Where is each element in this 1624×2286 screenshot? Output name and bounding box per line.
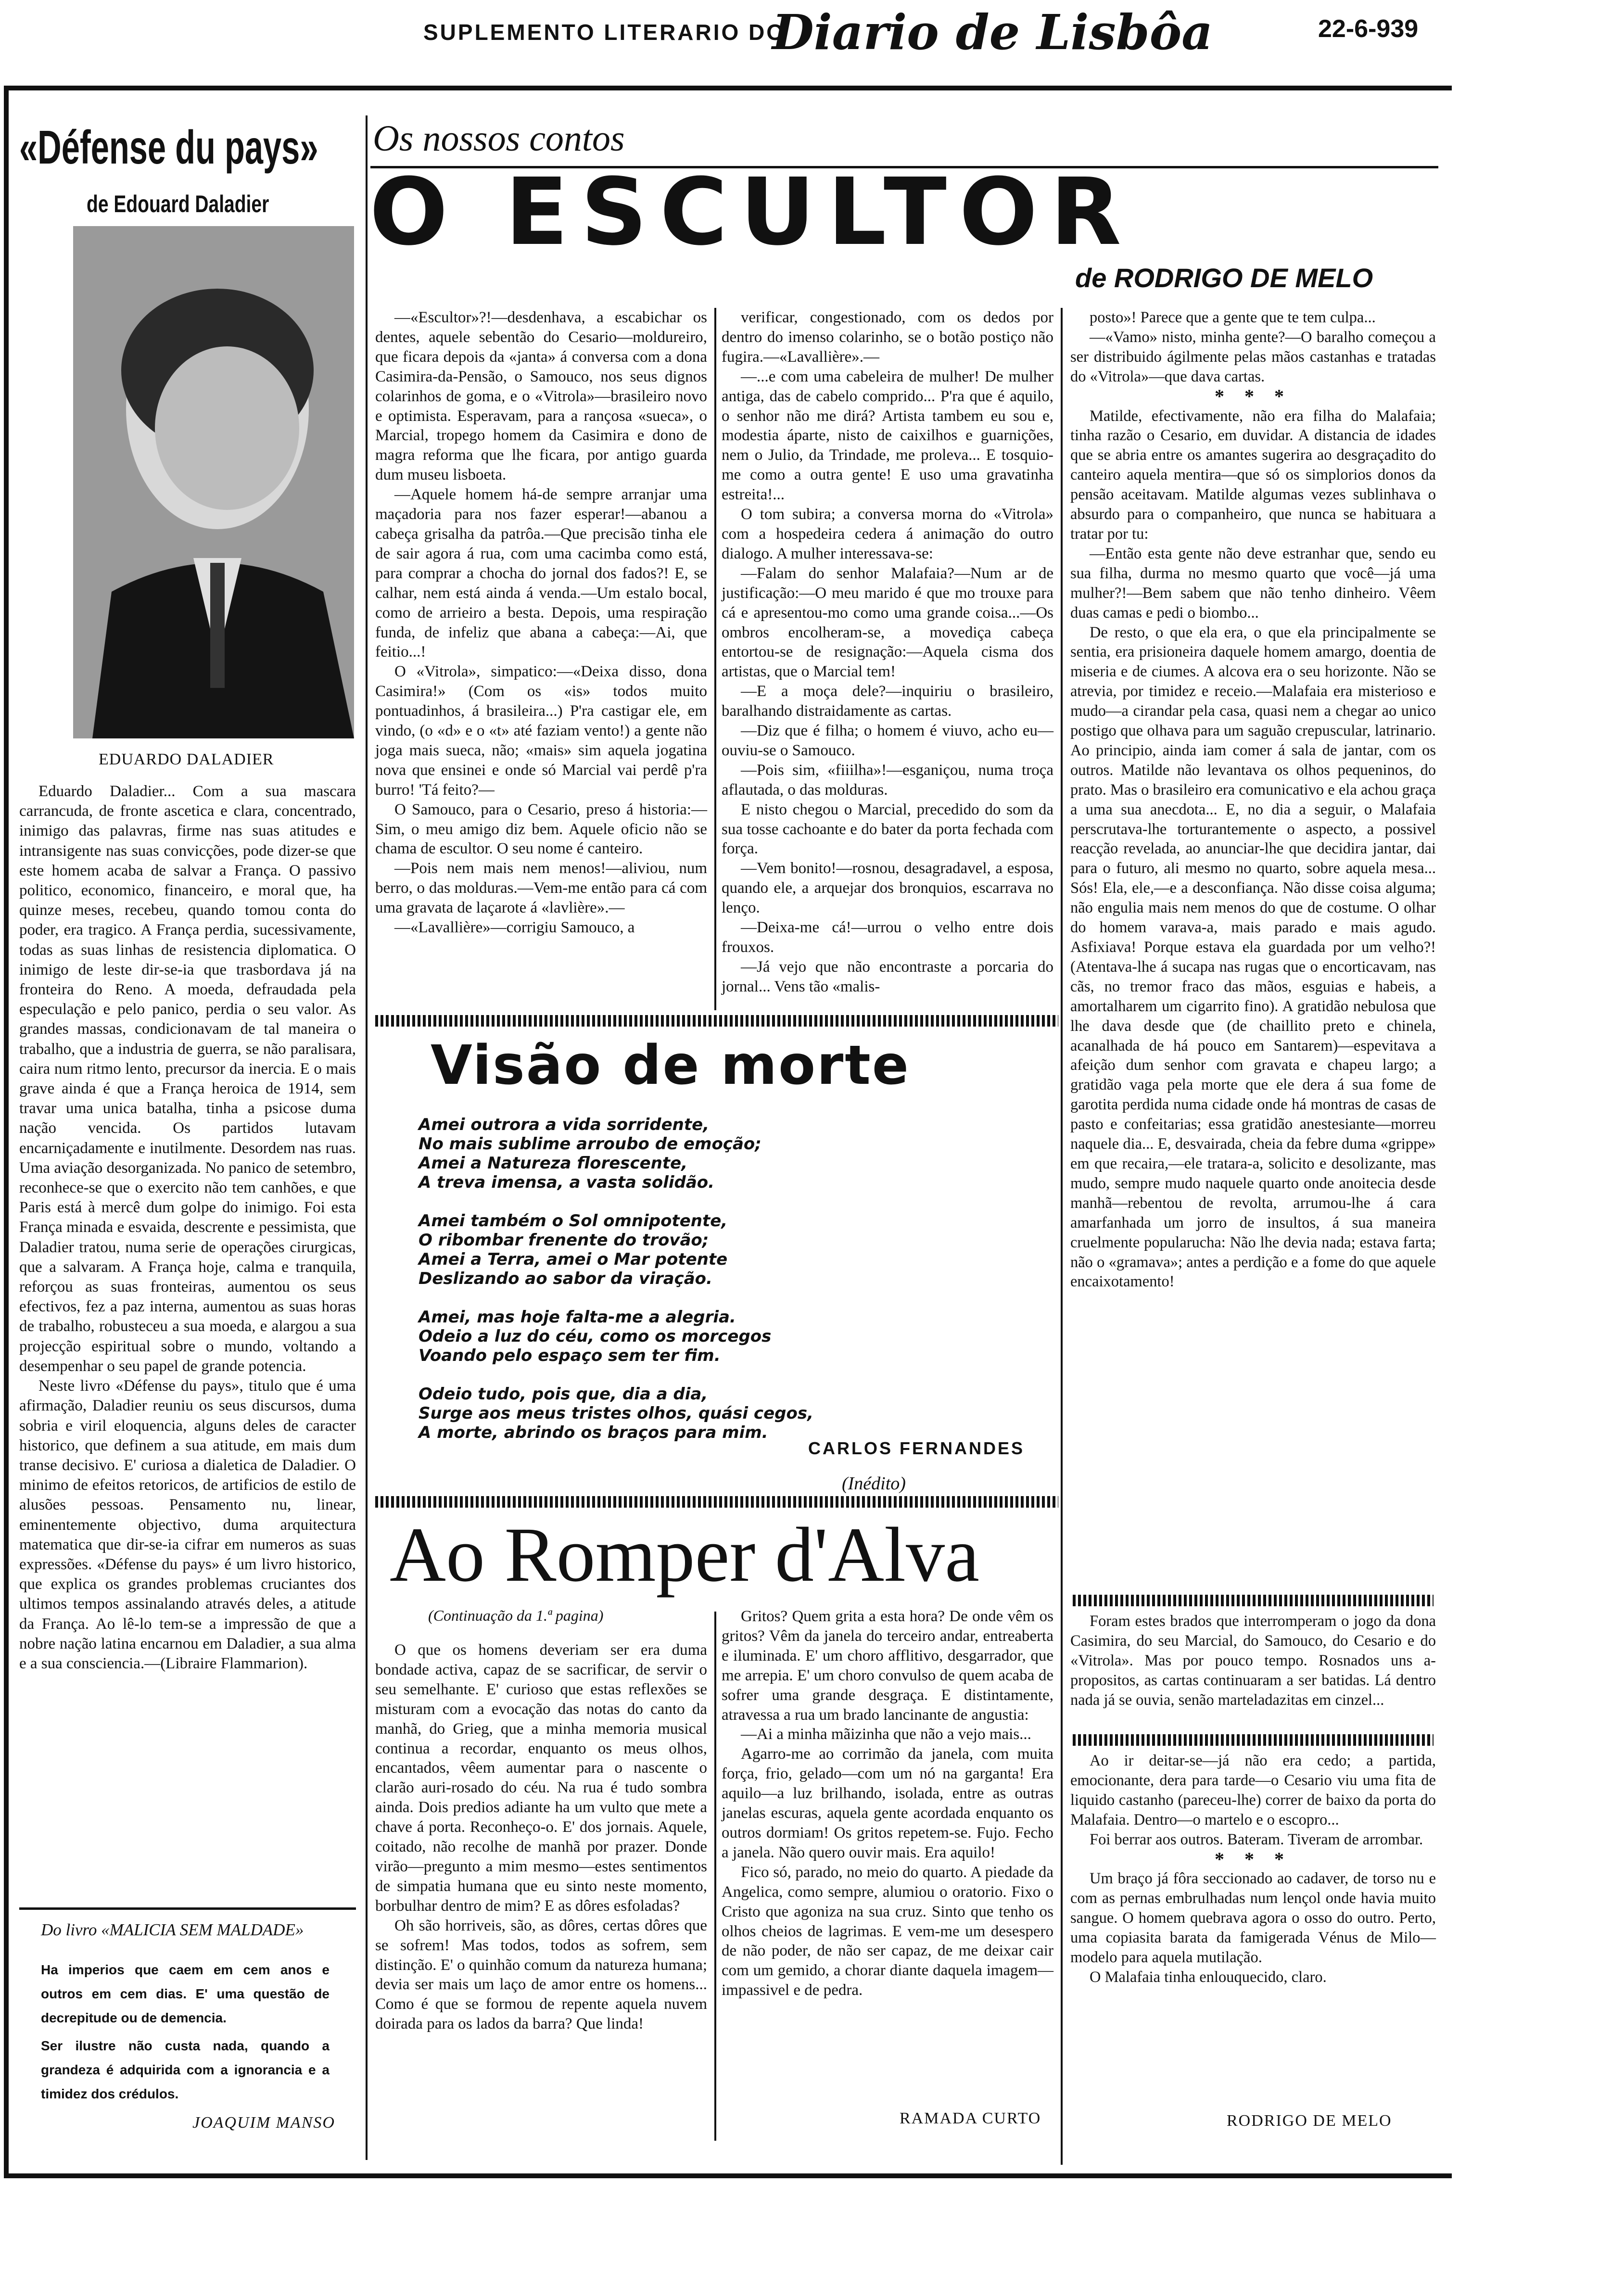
story-byline: de RODRIGO DE MELO	[1075, 263, 1373, 293]
story-paragraph: Um braço já fôra seccionado ao cadaver, de torso nu e com as pernas embrulhadas num lençol onde havia muito sangue. O homem quebrava agora o osso do outro. Perto, uma copiasita barata da famigerada Vénus de Milo—modelo para aquela mutilação.	[1070, 1870, 1436, 1967]
article-author: RAMADA CURTO	[900, 2109, 1041, 2127]
issue-date: 22-6-939	[1318, 15, 1419, 43]
column-divider	[366, 115, 368, 2160]
poem-line: Odeio tudo, pois que, dia a dia,	[419, 1384, 708, 1404]
section-break-stars: * * *	[1215, 385, 1292, 407]
poem-line: Deslizando ao sabor da viração.	[419, 1269, 712, 1288]
story-paragraph: Matilde, efectivamente, não era filha do Malafaia; tinha razão o Cesario, em duvidar. A distancia de idades que se abria entre os amantes sugerira ao desgraçadito do canteiro aquela mentira—que só os simplorios donos da pensão aceitavam. Matilde algumas vezes sublinhava o absurdo para o companheiro, que nunca se habituara a tratar por tu:	[1070, 407, 1436, 543]
story-paragraph: —«Escultor»?!—desdenhava, a escabichar os dentes, aquele sebentão do Cesario—moldureiro, que ficara depois da «janta» á conversa com a dona Casimira-da-Pensão, o Samouco, nos seus dignos colarinhos de goma, e o «Vitrola»—brasileiro novo e optimista. Esperavam, para a rançosa «sueca», o Marcial, tropego homem da Casimira e dono de magra reforma que lhe ficara, por antigo guarda dum museu lisboeta.	[375, 309, 707, 484]
story-paragraph: —Então esta gente não deve estranhar que, sendo eu sua filha, durma no mesmo quarto que você—já uma mulher?!—Bem sabem que não tenho dinheiro. Vêem duas camas e pedi o biombo...	[1070, 545, 1436, 622]
article-paragraph: Fico só, parado, no meio do quarto. A piedade da Angelica, como sempre, alumiou o oratorio. Fixo o Cristo que agoniza na sua cruz. Sinto que tenho os olhos cheios de lagrimas. E vem-me um desespero de não poder, de não ser capaz, de me deixar cair com um gemido, a chorar diante daquela imagem—impassivel e de pedra.	[722, 1863, 1053, 1999]
poem-line: Amei, mas hoje falta-me a alegria.	[419, 1308, 736, 1327]
story-paragraph: —«Vamo» nisto, minha gente?—O baralho começou a ser distribuido ágilmente pelas mãos castanhas e tratadas do «Vitrola»—que dava cartas.	[1070, 328, 1436, 385]
column-divider	[714, 1612, 716, 2141]
story-paragraph: posto»! Parece que a gente que te tem culpa...	[1090, 309, 1376, 326]
poem-line: Amei também o Sol omnipotente,	[419, 1211, 728, 1231]
poem-title: Visão de morte	[431, 1034, 910, 1097]
poem-line: No mais sublime arroubo de emoção;	[419, 1134, 761, 1154]
article-paragraph: —Ai a minha mãizinha que não a vejo mais...	[741, 1726, 1031, 1743]
defense-title: «Défense du pays»	[19, 121, 318, 174]
story-paragraph: O Malafaia tinha enlouquecido, claro.	[1090, 1968, 1327, 1986]
divider	[375, 1015, 1058, 1027]
malicia-quote-1: Ha imperios que caem em cem anos e outros em cem dias. E' uma questão de decrepitude ou de demencia.	[41, 1962, 330, 2025]
story-paragraph: —Vem bonito!—rosnou, desagradavel, a esposa, quando ele, a arquejar dos bronquios, escarrava no lenço.	[722, 860, 1053, 917]
poem-stanza	[419, 1211, 1092, 1288]
poem-line: Amei a Natureza florescente,	[419, 1154, 688, 1173]
story-paragraph: —E a moça dele?—inquiriu o brasileiro, baralhando distraidamente as cartas.	[722, 683, 1053, 720]
story-paragraph: E nisto chegou o Marcial, precedido do som da sua tosse cachoante e do bater da porta fechada com força.	[722, 800, 1053, 858]
story-paragraph: —...e com uma cabeleira de mulher! De mulher antiga, das de cabelo comprido... P'ra que é aquilo, o senhor não me dirá? Artista tambem eu sou e, modestia áparte, nisto de caixilhos e guarnições, nem o Julio, da Trindade, me proleva... E tosquio-me como a outra gente! E uso uma gravatinha estreita!...	[722, 368, 1053, 504]
article-title: Ao Romper d'Alva	[390, 1512, 979, 1598]
defense-author: de Edouard Daladier	[87, 190, 269, 217]
divider	[19, 1907, 356, 1910]
story-paragraph: Foram estes brados que interromperam o jogo da dona Casimira, do seu Marcial, do Samouco, do Cesario e do «Vitrola». Mas por pouco tempo. Rosnados uns a-propositos, as cartas continuaram a ser batidas. Lá dentro nada já se ouvia, senão marteladazitas em cinzel...	[1070, 1613, 1436, 1709]
story-paragraph: O tom subira; a conversa morna do «Vitrola» com a hospedeira cedera á animação do outro dialogo. A mulher interessava-se:	[722, 506, 1053, 562]
malicia-title: Do livro «MALICIA SEM MALDADE»	[41, 1920, 304, 1939]
article-paragraph: Agarro-me ao corrimão da janela, com muita força, frio, gelado—com um nó na garganta! Era aquilo—a luz brilhando, isolada, entre as outras janelas escuras, aquela gente acordada enquanto os outros dormiam! Os gritos repetem-se. Fujo. Fecho a janela. Não quero ouvir mais. Era aquilo!	[722, 1745, 1053, 1861]
article-paragraph: O que os homens deveriam ser era duma bondade activa, capaz de se sacrificar, de servir o seu semelhante. E' curioso que estas reflexões se misturam com a evocação das notas do canto da manhã, do Grieg, que a minha memoria musical continua a recordar, enquanto os meus olhos, encantados, vêem aumentar para o nascente o clarão auri-rosado do céu. Na rua é tudo sombra ainda. Dois predios adiante ha um vulto que mete a chave á porta. Reconheço-o. E' dos jornais. Aquele, coitado, não recolhe de manhã por prazer. Donde virão—pregunto a mim mesmo—estes sentimentos de simpatia humana que eu sinto neste momento, borbulhar dentro de mim? E as dôres esfoladas?	[375, 1641, 707, 1915]
poem-line: Amei a Terra, amei o Mar potente	[419, 1250, 728, 1269]
divider	[1073, 1734, 1434, 1746]
story-column-3-end	[1070, 1751, 1436, 1987]
story-paragraph: O Samouco, para o Cesario, preso á historia:—Sim, o meu amigo diz bem. Aquele oficio não se chama de escultor. O seu nome é canteiro.	[375, 800, 707, 858]
defense-body	[19, 782, 356, 1674]
continuation-note: (Continuação da 1.ª pagina)	[428, 1607, 604, 1624]
divider	[375, 1496, 1058, 1508]
poem-stanza	[419, 1308, 1092, 1365]
poem-line: Amei outrora a vida sorridente,	[419, 1115, 710, 1134]
daladier-photo	[73, 226, 354, 738]
story-paragraph: —Já vejo que não encontraste a porcaria do jornal... Vens tão «malis-	[722, 958, 1053, 995]
section-break-stars: * * *	[1215, 1848, 1292, 1870]
poem-stanza	[419, 1384, 1092, 1442]
story-paragraph: De resto, o que ela era, o que ela principalmente se sentia, era prisioneira daquele homem amargo, doentia de miseria e de ciumes. A alcova era o seu horizonte. Não se atrevia, por timidez e receio.—Malafaia era misterioso e mudo—a cirandar pela casa, quasi nem a chegar ao unico postigo que olhava para um saguão crepuscular, latrinario. Ao principio, ainda iam comer á sala de jantar, com os outros. Matilde não levantava os olhos pequeninos, do prato. Mas o brasileiro era comunicativo e ela achou graça a uma sua anecdota... E, no dia a seguir, o Malafaia perscrutava-lhe torturantemente o aspecto, a possivel reacção revelada, ao anunciar-lhe que decidira jantar, dai para o futuro, ali mesmo no quarto, sobre aquela mesa... Sós! Ela, ele,—e a desconfiança. Não disse coisa alguma; não engulia mais nem menos do que de costume. O olhar do homem varava-a, mais parado e mais agudo. Asfixiava! Porque estava ela guardada por um velho?! (Atentava-lhe á sucapa nas rugas que o encorticavam, nas cãs, no tremor fraco das mãos, esguias e habeis, a amortalharem um cigarrito fino). A gratidão nebulosa que lhe dava desde que (de chaillito preto e chinela, acanalhada de há pouco em Santarem)—espevitava a afeição dum senhor com gravata e chapeu largo; a gratidão vaga pela morte que ele dera á sua fome de garotita perdida numa cidade onde há montras de casas de pasto e confeitarias; essa gratidão anestesiante—morreu naquele dia... E, desvairada, cheia da febre duma «grippe» em que recaira,—ele tratara-a, solicito e desolizante, mas mudo, sempre mudo naquele quarto onde anoitecia desde manhã—rebentou de revolta, arrumou-lhe á cara amarfanhada um jorro de insultos, á sua maneira cruelmente popularucha: Não lhe devia nada; estava farta; não o «gramava»; antes a perdição e a fome do que aquele encaixotamento!	[1070, 623, 1436, 1291]
poem-line: A morte, abrindo os braços para mim.	[419, 1423, 768, 1442]
story-column-1	[375, 308, 707, 938]
article-paragraph: Gritos? Quem grita a esta hora? De onde vêm os gritos? Vêm da janela do terceiro andar, entreaberta e iluminada. E' um choro afflitivo, desgarrador, que me arrepia. E' um choro convulso de quem acaba de sofrer uma grande desgraça. E distintamente, atravessa a rua um brado lancinante de angustia:	[722, 1608, 1053, 1724]
section-title: Os nossos contos	[373, 118, 625, 159]
story-column-3-cont	[1070, 1612, 1436, 1710]
story-paragraph: —Aquele homem há-de sempre arranjar uma maçadoria para nos fazer esperar!—abanou a cabeça grisalha da patrôa.—Que precisão tinha ele de sair agora á rua, com uma cacimba como está, para comprar a chocha do jornal dos fados?! E, se calhar, nem está ainda á venda.—Um estalo bocal, como de arrieiro a besta. Depois, uma respiração funda, de infeliz que abana a cabeça:—Ai, que feitio...!	[375, 486, 707, 661]
column-divider	[714, 308, 716, 1010]
malicia-quote-2: Ser ilustre não custa nada, quando a grandeza é adquirida com a ignorancia e a timidez dos crédulos.	[41, 2038, 330, 2101]
story-paragraph: O «Vitrola», simpatico:—«Deixa disso, dona Casimira!» (Com os «is» todos muito pontuadinhos, á brasileira...) P'ra castigar ele, em vindo, (o «d» e o «t» até faziam vento!) a gente não joga mais sueca, não; «mais» sim aquela jogatina nova que ensinei e onde só Marcial vai perdê p'ra burro! 'Tá feito?—	[375, 663, 707, 799]
story-column-3	[1070, 308, 1436, 1292]
story-paragraph: Foi berrar aos outros. Bateram. Tiveram de arrombar.	[1090, 1830, 1423, 1848]
supplement-label: SUPLEMENTO LITERARIO DO	[423, 20, 786, 45]
defense-paragraph: Eduardo Daladier... Com a sua mascara carrancuda, de fronte ascetica e clara, concentrado, inimigo das palavras, firme nas suas atitudes e intransigente nas suas convicções, pode dizer-se que este homem acaba de salvar a França. O passivo politico, economico, financeiro, e moral que, ha quinze meses, recebeu, quando tomou conta do poder, era tragico. A França perdia, sucessivamente, todas as suas linhas de resistencia diplomatica. O inimigo de leste dir-se-ia que trasbordava já na fronteira do Reno. A moeda, defraudada pela especulação e pelo panico, perdia o seu valor. As grandes massas, condicionavam de tal maneira o trabalho, que a industria de guerra, se não paralisara, caira num ritmo lento, precursor da inercia. E o mais grave ainda é que a França heroica de 1914, sem travar uma unica batalha, tinha a psicose duma nação vencida. Os partidos lutavam encarniçadamente e inutilmente. Desordem nas ruas. Uma aviação desorganizada. No panico de setembro, reconhece-se que o exercito não tem canhões, e que Paris está à mercê dum golpe do inimigo. Foi esta França minada e esvaida, descrente e pessimista, que Daladier tratou, numa serie de operações cirurgicas, que a salvaram. A França hoje, calma e tranquila, reforçou as suas fronteiras, aumentou os seus efectivos, fez a paz interna, aumentou as suas horas de trabalho, robusteceu a sua moeda, e alargou a sua projecção espiritual sobre o mundo, voltando a desempenhar o seu papel de grande potencia.	[19, 783, 356, 1375]
story-signature: RODRIGO DE MELO	[1227, 2112, 1392, 2130]
poem-stanza	[419, 1115, 1092, 1192]
divider	[1073, 1595, 1434, 1606]
poem-line: O ribombar frenente do trovão;	[419, 1231, 709, 1250]
article-column-1	[375, 1640, 707, 2034]
poem-author: CARLOS FERNANDES	[808, 1438, 1025, 1458]
photo-caption: EDUARDO DALADIER	[99, 750, 274, 768]
poem-line: Voando pelo espaço sem ter fim.	[419, 1346, 721, 1365]
poem-line: A treva imensa, a vasta solidão.	[419, 1173, 715, 1192]
malicia-author: JOAQUIM MANSO	[192, 2114, 335, 2132]
defense-paragraph: Neste livro «Défense du pays», titulo que é uma afirmação, Daladier reuniu os seus discursos, duma sobria e viril eloquencia, alguns deles de caracter historico, que definem a sua atitude, em mais dum transe decisivo. E' curiosa a dialetica de Daladier. O minimo de efeitos retoricos, de artificios de estilo de alusões pessoas. Pensamento nu, linear, eminentemente objectivo, duma arquitectura matematica que dir-se-ia cifrar em numeros as suas expressões. «Défense du pays» é um livro historico, que explica os grandes problemas cruciantes dos ultimos tempos assinalando através deles, a atitude da França. Ao lê-lo tem-se a impressão de que a nobre nação latina encarnou em Daladier, a sua alma e a sua consciencia.—(Libraire Flammarion).	[19, 1377, 356, 1672]
story-paragraph: verificar, congestionado, com os dedos por dentro do imenso colarinho, se o botão postiço não fugira.—«Lavallière».—	[722, 309, 1053, 366]
story-paragraph: —Pois sim, «fiiilha»!—esganiçou, numa troça aflautada, o das molduras.	[722, 761, 1053, 799]
story-paragraph: —Pois nem mais nem menos!—aliviou, num berro, o das molduras.—Vem-me então para cá com uma gravata de laçarote á «lavlière».—	[375, 860, 707, 917]
article-column-2	[722, 1607, 1053, 2000]
story-column-2	[722, 308, 1053, 997]
poem-line: Odeio a luz do céu, como os morcegos	[419, 1327, 772, 1346]
poem-note: (Inédito)	[842, 1473, 906, 1494]
story-paragraph: Ao ir deitar-se—já não era cedo; a partida, emocionante, dera para tarde—o Cesario viu uma fita de liquido castanho (pareceu-lhe) correr de baixo da porta do Malafaia. Dentro—o martelo e o escopro...	[1070, 1752, 1436, 1829]
story-paragraph: —«Lavallière»—corrigiu Samouco, a	[394, 919, 635, 937]
article-paragraph: Oh são horriveis, são, as dôres, certas dôres que se sofrem! Mas todos, todos as sofrem, sem distinção. E' o quinhão comum da natureza humana; devia ser mais um laço de amor entre os homens... Como é que se formou de repente aquela nuvem doirada para os lados da barra? Que linda!	[375, 1917, 707, 2033]
story-title: O ESCULTOR	[369, 159, 1134, 266]
story-paragraph: —Falam do senhor Malafaia?—Num ar de justificação:—O meu marido é que mo trouxe para cá e apresentou-mo como uma grande coisa...—Os ombros encolheram-se, a movediça cabeça entortou-se de resignação:—Aquela cisma dos artistas, que o Marcial tem!	[722, 564, 1053, 681]
story-paragraph: —Diz que é filha; o homem é viuvo, acho eu—ouviu-se o Samouco.	[722, 722, 1053, 759]
story-paragraph: —Deixa-me cá!—urrou o velho entre dois frouxos.	[722, 919, 1053, 956]
poem-body	[419, 1115, 1092, 1461]
masthead: Diario de Lisbôa	[772, 4, 1213, 61]
poem-line: Surge aos meus tristes olhos, quási cegos,	[419, 1404, 813, 1423]
